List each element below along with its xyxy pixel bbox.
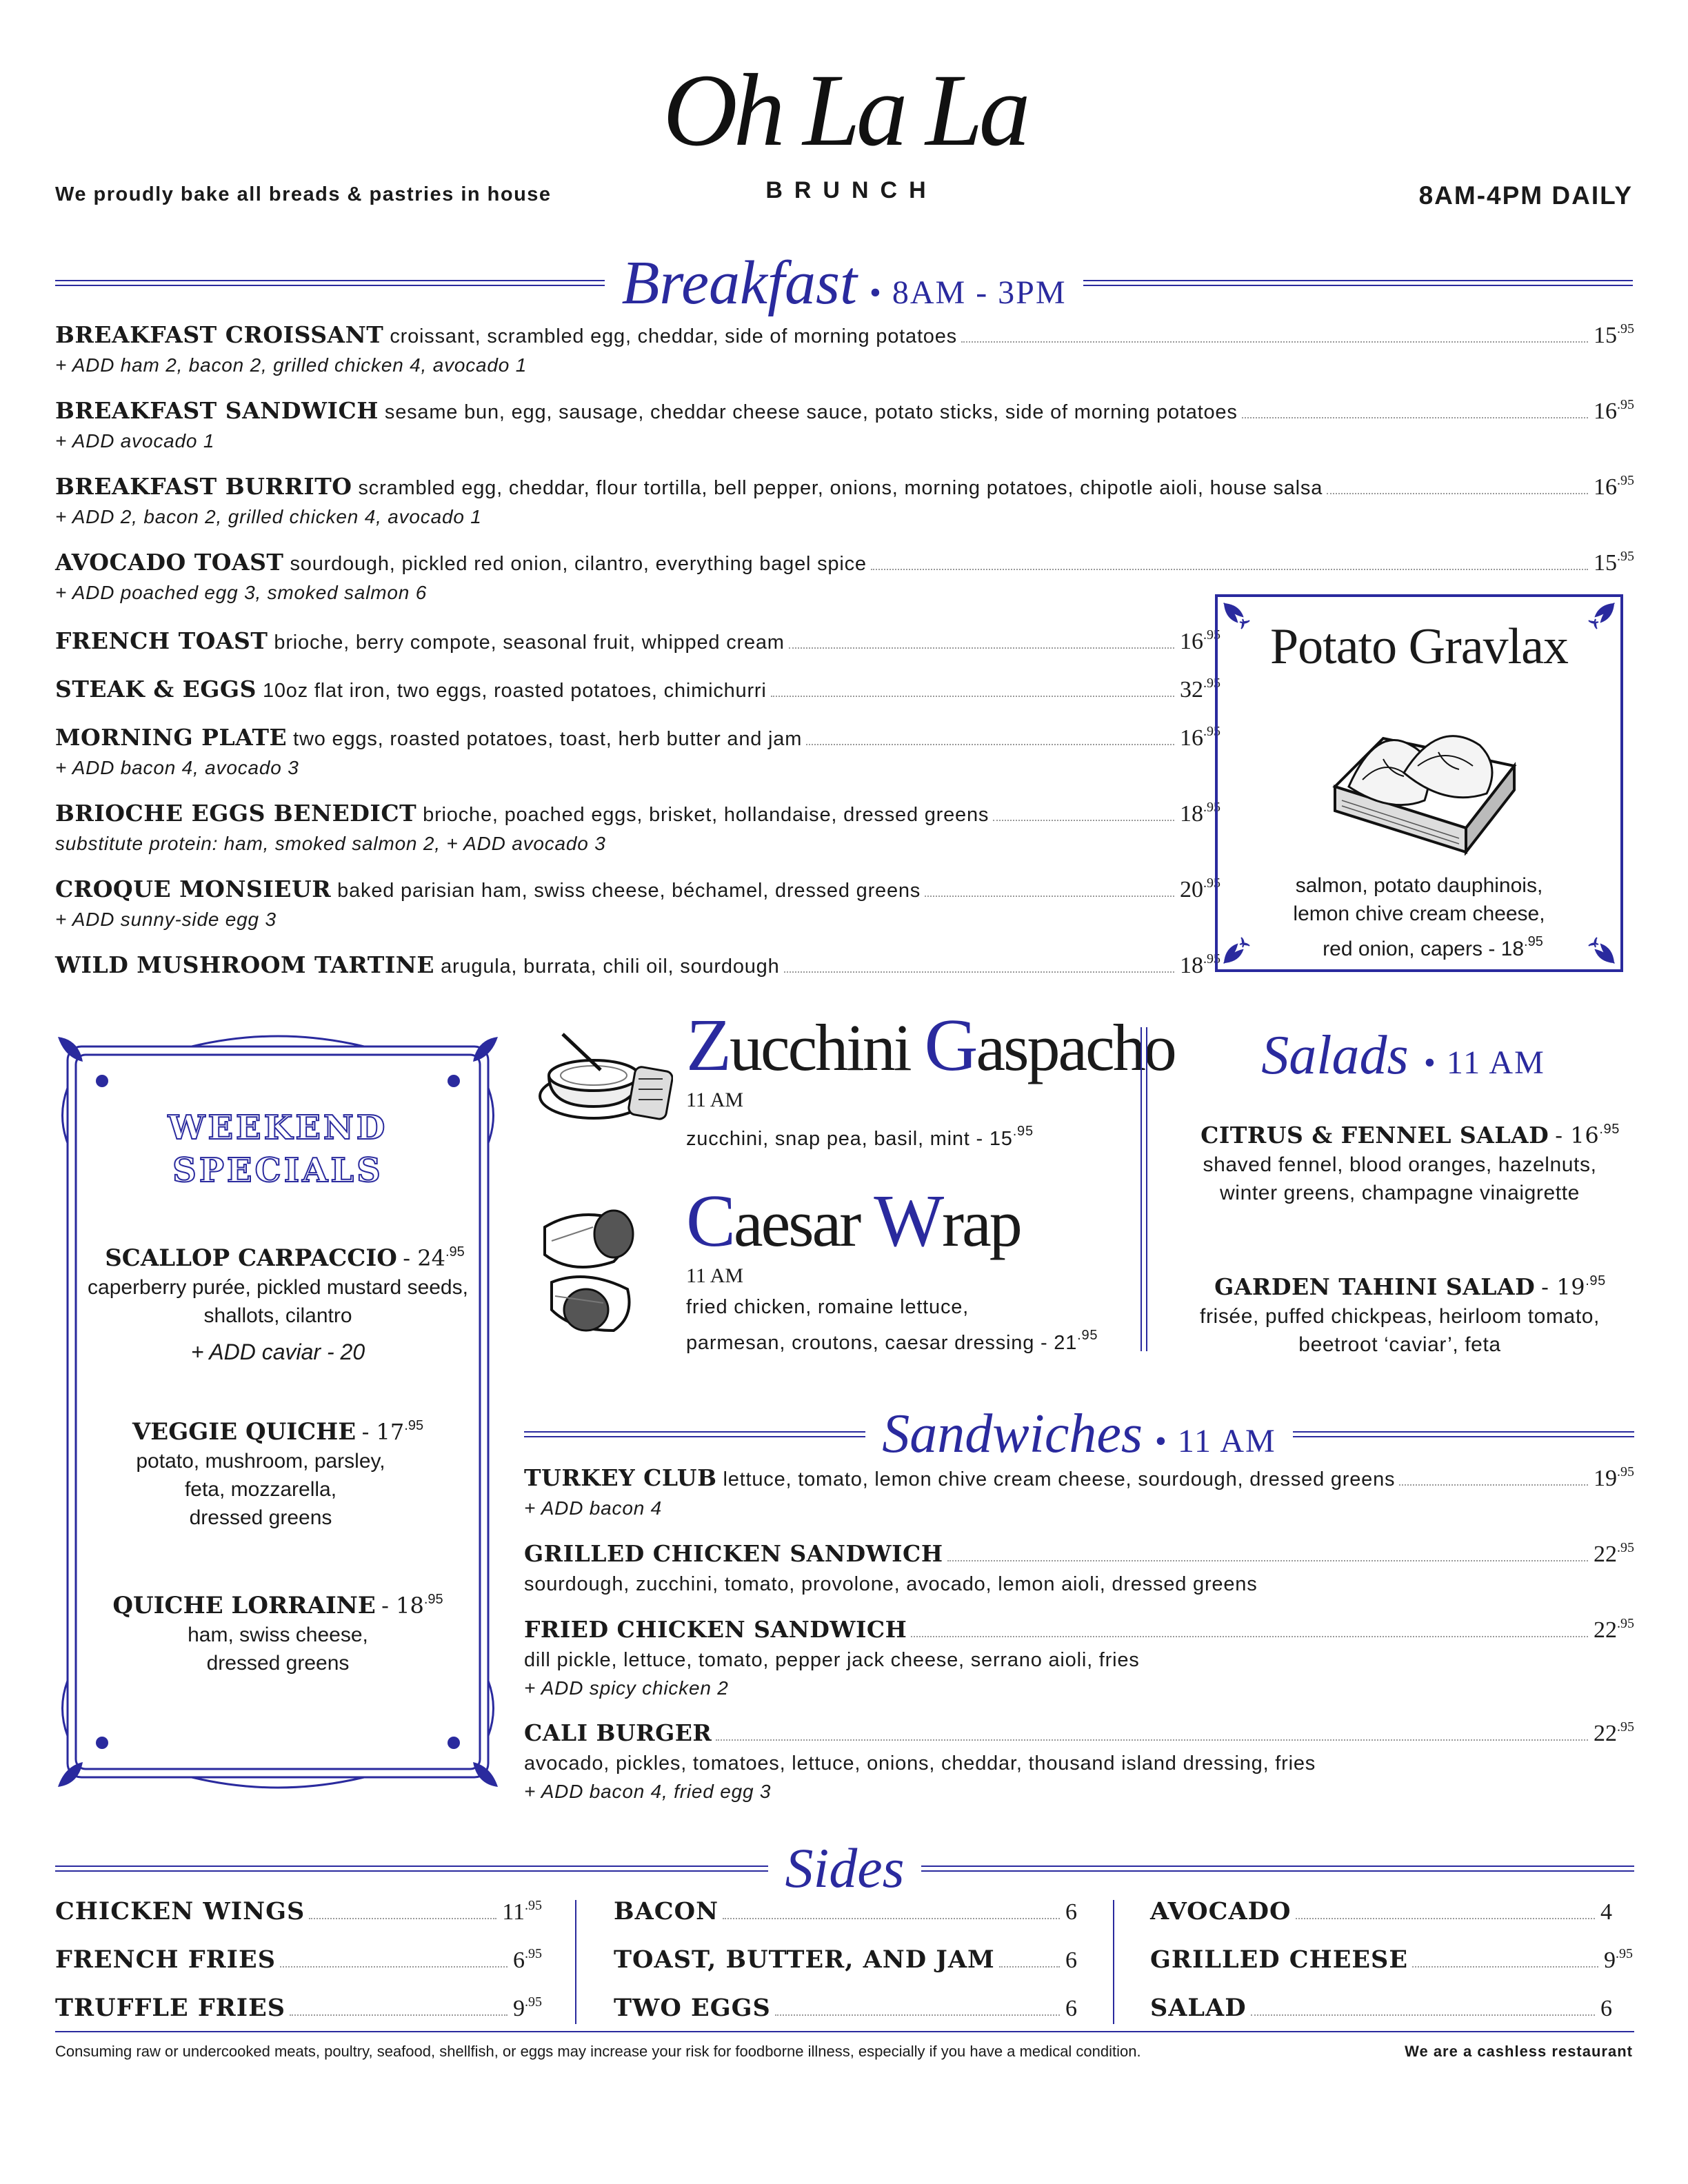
dot-leader [775,2014,1060,2016]
gravlax-desc-line: lemon chive cream cheese, [1293,902,1545,925]
item-desc: sourdough, pickled red onion, cilantro, everything bagel spice [290,553,867,575]
item-name: AVOCADO [1150,1897,1292,1925]
item-extra: + ADD bacon 4 [524,1497,663,1519]
item-name: BREAKFAST CROISSANT [55,321,384,348]
item-desc: 10oz flat iron, two eggs, roasted potatoes, chimichurri [262,680,767,702]
item-name: CALI BURGER [524,1719,712,1746]
breakfast-time: • 8AM - 3PM [870,274,1067,311]
dot-leader [1251,2014,1595,2016]
divider [1293,1431,1634,1437]
item-price: $18^{.95}$ [1180,951,1220,978]
side-item [614,1945,1077,1974]
side-item [614,1897,1077,1925]
item-desc: scrambled egg, cheddar, flour tortilla, bell pepper, onions, morning potatoes, chipotle aioli, house salsa [358,477,1323,499]
sides-heading [55,1834,1634,1903]
side-item [1150,1897,1612,1925]
menu-item [55,876,1220,931]
item-desc: baked parisian ham, swiss cheese, béchamel, dressed greens [337,880,921,902]
item-desc: croissant, scrambled egg, cheddar, side of morning potatoes [390,325,957,347]
salad-item: GARDEN TAHINI SALAD - $19^{.95}$ frisée, puffed chickpeas, heirloom tomato, beetroot ‘caviar’, feta [1165,1267,1634,1359]
item-desc: shallots, cilantro [203,1304,352,1327]
item-name: CHICKEN WINGS [55,1897,305,1925]
item-name: TRUFFLE FRIES [55,1994,286,2022]
divider [1141,1027,1147,1351]
dot-leader [999,1966,1060,1968]
item-price: $19^{.95}$ [1594,1464,1634,1491]
item-desc: caperberry purée, pickled mustard seeds, [88,1276,468,1299]
item-name: GARDEN TAHINI SALAD [1214,1273,1536,1300]
side-item [55,1945,542,1974]
menu-item [55,321,1634,376]
item-name: STEAK & EGGS [55,676,257,702]
item-desc: dressed greens [206,1652,350,1675]
menu-item [55,397,1634,452]
item-price: 6 [1600,1996,1612,2021]
dot-leader [925,896,1174,897]
dot-leader [993,820,1174,821]
item-desc: arugula, burrata, chili oil, sourdough [441,956,780,978]
item-name: TOAST, BUTTER, AND JAM [614,1945,995,1974]
gaspacho-time: 11 AM [686,1089,744,1111]
side-item [614,1994,1077,2022]
item-price: 4 [1600,1899,1612,1925]
menu-item [524,1464,1634,1519]
item-extra: + ADD bacon 4, avocado 3 [55,757,299,778]
item-desc: avocado, pickles, tomatoes, lettuce, onions, cheddar, thousand island dressing, fries [524,1752,1316,1775]
item-desc: potato, mushroom, parsley, [136,1450,385,1473]
gaspacho-desc: zucchini, snap pea, basil, mint - $15^{.95}$ [686,1124,1034,1150]
sides-title: Sides [785,1837,905,1899]
wrap-time: 11 AM [686,1264,744,1287]
item-price: 6 [1065,1996,1077,2021]
salad-item: CITRUS & FENNEL SALAD - $16^{.95}$ shaved fennel, blood oranges, hazelnuts, winter greens, champagne vinaigrette [1165,1115,1634,1207]
item-extra: + ADD ham 2, bacon 2, grilled chicken 4, avocado 1 [55,354,528,376]
divider [575,1900,576,2024]
item-name: AVOCADO TOAST [55,549,284,576]
item-name: GRILLED CHICKEN SANDWICH [524,1540,943,1567]
wrap-title: Caesar Wrap [686,1180,1021,1262]
gravlax-price-line: red onion, capers - $18^{.95}$ [1323,934,1543,960]
salads-title: Salads [1261,1025,1409,1086]
item-name: GRILLED CHEESE [1150,1945,1409,1974]
dot-leader [1327,493,1588,494]
item-desc: dressed greens [189,1506,332,1529]
item-name: BRIOCHE EGGS BENEDICT [55,800,417,827]
weekend-item: VEGGIE QUICHE - $17^{.95}$ potato, mushroom, parsley, feta, mozzarella, dressed greens [54,1412,502,1532]
menu-item [55,951,1220,979]
dot-leader [806,744,1174,745]
divider [55,1866,768,1872]
item-price: $16^{.95}$ [1594,473,1634,500]
menu-item [55,800,1220,855]
item-name: FRIED CHICKEN SANDWICH [524,1616,907,1643]
divider [524,1431,865,1437]
item-price: $9^{.95}$ [513,1994,542,2021]
menu-item [524,1540,1634,1596]
dot-leader [1412,1966,1598,1968]
item-extra: + ADD avocado 1 [55,430,215,452]
item-price: $22^{.95}$ [1594,1719,1634,1746]
dot-leader [771,696,1174,697]
item-price: $16^{.95}$ [1180,724,1220,751]
menu-item [524,1616,1634,1699]
gaspacho-title: Zucchini Gaspacho [686,1004,1175,1086]
item-desc: frisée, puffed chickpeas, heirloom tomato, [1200,1305,1600,1328]
wrap-feature [686,1179,1098,1357]
item-price: $15^{.95}$ [1594,321,1634,348]
item-name: QUICHE LORRAINE [112,1592,376,1619]
weekend-item: SCALLOP CARPACCIO - $24^{.95}$ caperberry purée, pickled mustard seeds, shallots, cilantro + ADD caviar - 20 [54,1238,502,1366]
dot-leader [871,569,1588,570]
item-desc: sesame bun, egg, sausage, cheddar cheese sauce, potato sticks, side of morning potatoes [384,401,1238,423]
item-price: $15^{.95}$ [1594,549,1634,576]
breakfast-title: Breakfast [621,248,858,317]
weekend-item: QUICHE LORRAINE - $18^{.95}$ ham, swiss cheese, dressed greens [54,1586,502,1677]
item-price: 6 [1065,1899,1077,1925]
dot-leader [1296,1918,1596,1919]
item-name: BREAKFAST SANDWICH [55,397,379,424]
logo-text: Oh La La [663,53,1027,168]
gravlax-illustration-icon [1321,697,1528,856]
item-desc: ham, swiss cheese, [188,1624,368,1646]
menu-item [524,1719,1634,1803]
item-desc: dill pickle, lettuce, tomato, pepper jack cheese, serrano aioli, fries [524,1649,1140,1671]
item-name: FRENCH FRIES [55,1945,276,1974]
tagline: We proudly bake all breads & pastries in house [55,183,552,205]
dot-leader [947,1560,1589,1561]
item-price: $18^{.95}$ [1180,800,1220,827]
item-desc: two eggs, roasted potatoes, toast, herb butter and jam [293,728,803,750]
divider [1083,280,1633,286]
divider [55,280,605,286]
menu-item [55,473,1634,528]
item-price: $9^{.95}$ [1604,1946,1633,1973]
item-desc: winter greens, champagne vinaigrette [1220,1182,1580,1204]
wrap-desc: parmesan, croutons, caesar dressing - $21^{.95}$ [686,1328,1098,1354]
sandwiches-heading [524,1399,1634,1468]
weekend-title: WEEKEND [168,1109,388,1147]
disclaimer: Consuming raw or undercooked meats, poultry, seafood, shellfish, or eggs may increase your risk for foodborne illness, especially if you have a medical condition. [55,2043,1141,2060]
gravlax-desc-line: salmon, potato dauphinois, [1295,874,1543,897]
dot-leader [290,2014,508,2016]
sandwiches-title: Sandwiches [882,1403,1143,1464]
item-name: BREAKFAST BURRITO [55,473,352,500]
footer-divider [55,2031,1634,2032]
breakfast-heading [55,248,1633,317]
dot-leader [280,1966,508,1968]
brunch-label: BRUNCH [765,177,938,203]
item-price: $6^{.95}$ [513,1946,542,1973]
side-item [55,1897,542,1925]
side-item [1150,1994,1612,2022]
dot-leader [789,647,1174,649]
item-name: CROQUE MONSIEUR [55,876,332,902]
menu-item [55,724,1220,779]
dot-leader [784,971,1174,973]
dot-leader [716,1739,1588,1741]
item-price: 6 [1065,1948,1077,1973]
dot-leader [723,1918,1060,1919]
item-extra: + ADD bacon 4, fried egg 3 [524,1781,772,1802]
item-extra: substitute protein: ham, smoked salmon 2, + ADD avocado 3 [55,833,606,854]
item-desc: beetroot ‘caviar’, feta [1298,1333,1501,1356]
item-desc: shaved fennel, blood oranges, hazelnuts, [1203,1153,1597,1176]
wrap-icon [531,1200,655,1337]
soup-bowl-icon [535,1020,673,1131]
divider [921,1866,1634,1872]
item-price: $16^{.95}$ [1180,627,1220,654]
item-extra: + ADD caviar - 20 [190,1339,365,1364]
item-desc: sourdough, zucchini, tomato, provolone, avocado, lemon aioli, dressed greens [524,1573,1258,1595]
salads-heading [1172,1024,1634,1087]
item-desc: feta, mozzarella, [184,1478,337,1501]
item-name: CITRUS & FENNEL SALAD [1200,1122,1549,1149]
item-name: MORNING PLATE [55,724,288,751]
item-name: WILD MUSHROOM TARTINE [55,951,435,978]
gravlax-feature-box [1215,594,1623,972]
item-desc: brioche, berry compote, seasonal fruit, whipped cream [274,631,785,654]
wrap-desc: fried chicken, romaine lettuce, [686,1296,969,1318]
item-extra: + ADD poached egg 3, smoked salmon 6 [55,582,428,603]
hours-label: 8AM-4PM DAILY [1418,181,1633,210]
item-name: VEGGIE QUICHE [132,1418,356,1446]
item-price: $16^{.95}$ [1594,397,1634,424]
dot-leader [1242,417,1588,418]
item-extra: + ADD sunny-side egg 3 [55,909,277,930]
weekend-title: SPECIALS [172,1151,383,1190]
weekend-specials-panel [54,1033,502,1791]
item-price: $11^{.95}$ [502,1898,542,1925]
item-price: $22^{.95}$ [1594,1616,1634,1643]
logo [648,41,1041,179]
item-desc: brioche, poached eggs, brisket, hollandaise, dressed greens [423,804,989,826]
sandwiches-time: • 11 AM [1155,1422,1276,1459]
side-item [1150,1945,1633,1974]
salads-time: • 11 AM [1424,1044,1545,1081]
gaspacho-feature [686,1003,1175,1153]
item-name: SCALLOP CARPACCIO [105,1244,397,1272]
dot-leader [911,1636,1588,1637]
item-name: TURKEY CLUB [524,1464,717,1491]
item-name: SALAD [1150,1994,1247,2022]
menu-item [55,676,1220,703]
gravlax-title: Potato Gravlax [1270,618,1568,675]
menu-item [55,627,1220,655]
item-price: $20^{.95}$ [1180,876,1220,902]
item-price: $22^{.95}$ [1594,1540,1634,1567]
dot-leader [1399,1484,1588,1486]
item-price: $32^{.95}$ [1180,676,1220,702]
item-desc: lettuce, tomato, lemon chive cream cheese, sourdough, dressed greens [723,1468,1396,1490]
cashless-note: We are a cashless restaurant [1405,2043,1633,2060]
divider [1113,1900,1114,2024]
dot-leader [961,341,1588,343]
item-extra: + ADD spicy chicken 2 [524,1677,729,1699]
item-name: TWO EGGS [614,1994,771,2022]
item-name: BACON [614,1897,719,1925]
dot-leader [309,1918,496,1919]
item-name: FRENCH TOAST [55,627,268,654]
side-item [55,1994,542,2022]
item-extra: + ADD 2, bacon 2, grilled chicken 4, avocado 1 [55,506,482,527]
